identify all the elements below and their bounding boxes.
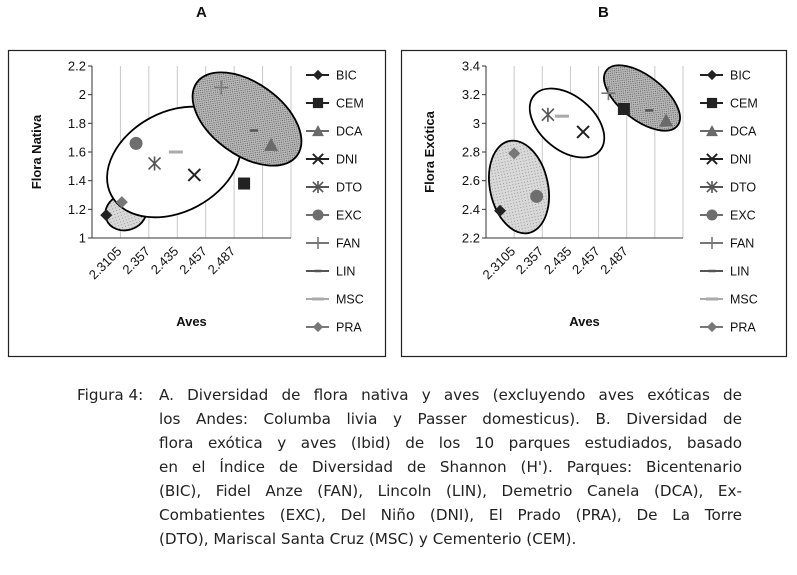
data-point-cem [618, 103, 630, 115]
legend-label-cem: CEM [336, 96, 364, 111]
caption-line: en el Índice de Diversidad de Shannon (H'). Parques: Bicentenario [159, 458, 742, 476]
legend-marker-cem [313, 98, 323, 108]
y-tick-label: 2.2 [461, 230, 480, 246]
panel-label-b: B [598, 4, 609, 21]
legend-label-bic: BIC [730, 68, 751, 83]
caption-body [159, 383, 742, 551]
legend-label-lin: LIN [730, 264, 750, 279]
legend-label-dto: DTO [730, 180, 757, 195]
caption-line: flora exótica y aves (Ibid) de los 10 parques estudiados, basado [159, 434, 742, 452]
data-point-exc [530, 190, 543, 203]
legend-label-bic: BIC [336, 68, 357, 83]
y-tick-label: 3.2 [461, 87, 480, 103]
x-tick-label: 2.487 [597, 243, 631, 278]
y-tick-label: 3.4 [461, 58, 480, 74]
legend-label-exc: EXC [336, 208, 362, 223]
x-tick-label: 2.487 [204, 243, 239, 278]
legend-label-cem: CEM [730, 96, 758, 111]
legend-marker-exc [706, 209, 717, 220]
legend-marker-cem [707, 98, 717, 108]
data-point-exc [130, 137, 143, 150]
x-tick-label: 2.435 [540, 243, 575, 278]
legend-label-dni: DNI [730, 152, 752, 167]
x-tick-label: 2.3105 [479, 243, 519, 283]
legend-label-lin: LIN [336, 264, 356, 279]
caption-line: (BIC), Fidel Anze (FAN), Lincoln (LIN), Demetrio Canela (DCA), Ex- [159, 482, 742, 500]
y-axis-title: Flora Nativa [29, 114, 44, 190]
chart-frame [402, 51, 787, 357]
data-point-cem [238, 178, 250, 190]
caption-lead: Figura 4: [77, 386, 144, 404]
legend-label-msc: MSC [730, 292, 758, 307]
y-tick-label: 1 [78, 230, 86, 246]
caption-line: (DTO), Mariscal Santa Cruz (MSC) y Cementerio (CEM). [159, 530, 577, 548]
y-tick-label: 2 [78, 87, 86, 103]
y-tick-label: 1.2 [67, 201, 86, 217]
chart-b [402, 51, 787, 357]
legend-marker-exc [312, 209, 323, 220]
legend-label-pra: PRA [730, 320, 756, 335]
figure-caption [77, 383, 742, 551]
y-axis-title: Flora Exótica [422, 111, 437, 193]
panel-label-a: A [196, 4, 207, 21]
x-tick-label: 2.457 [569, 243, 603, 278]
x-tick-label: 2.357 [119, 243, 153, 278]
caption-line: los Andes: Columba livia y Passer domesticus). B. Diversidad de [159, 410, 742, 428]
legend-label-msc: MSC [336, 292, 364, 307]
x-axis-title: Aves [569, 314, 600, 329]
legend-label-dni: DNI [336, 152, 358, 167]
caption-line: A. Diversidad de flora nativa y aves (excluyendo aves exóticas de [159, 386, 742, 404]
caption-line: Combatientes (EXC), Del Niño (DNI), El Prado (PRA), De La Torre [159, 506, 742, 524]
y-tick-label: 1.4 [67, 173, 86, 189]
x-axis-title: Aves [176, 314, 207, 329]
x-tick-label: 2.3105 [85, 243, 125, 283]
legend-label-exc: EXC [730, 208, 756, 223]
chart-a [9, 51, 386, 357]
legend-label-fan: FAN [336, 236, 361, 251]
legend-label-dca: DCA [730, 124, 757, 139]
legend-label-dto: DTO [336, 180, 363, 195]
y-tick-label: 1.6 [67, 144, 86, 160]
y-tick-label: 3 [472, 115, 480, 131]
y-tick-label: 1.8 [67, 115, 86, 131]
legend-label-dca: DCA [336, 124, 363, 139]
legend-label-fan: FAN [730, 236, 755, 251]
x-tick-label: 2.435 [147, 243, 182, 278]
y-tick-label: 2.6 [461, 173, 480, 189]
legend-label-pra: PRA [336, 320, 362, 335]
x-tick-label: 2.357 [512, 243, 547, 278]
y-tick-label: 2.4 [461, 201, 480, 217]
x-tick-label: 2.457 [176, 243, 210, 278]
y-tick-label: 2.2 [67, 58, 86, 74]
y-tick-label: 2.8 [461, 144, 480, 160]
